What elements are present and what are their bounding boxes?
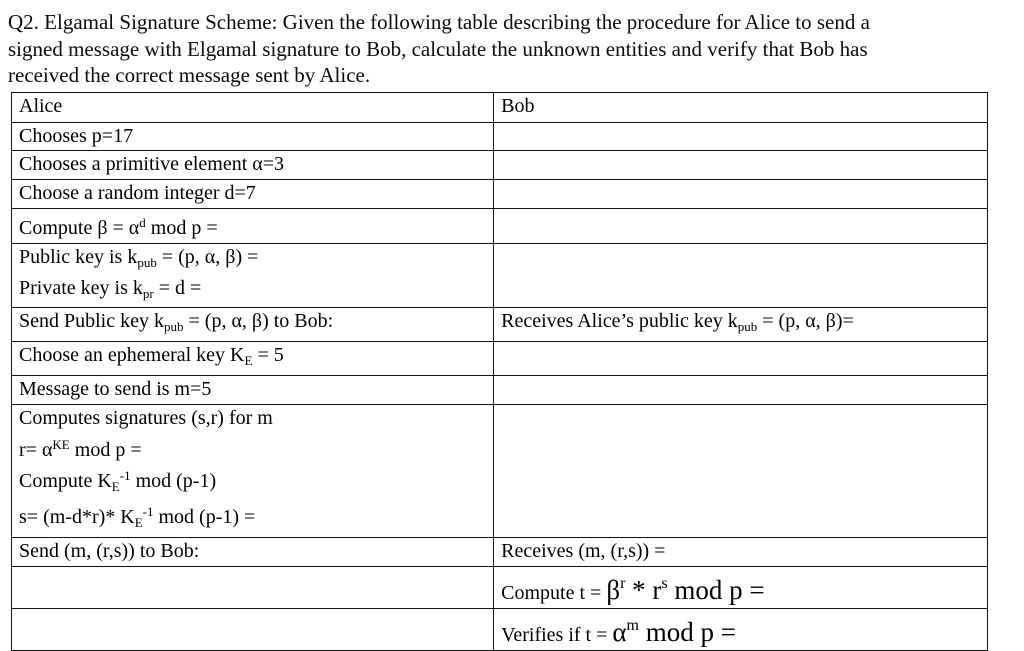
cell-line bbox=[19, 432, 486, 463]
cell-line bbox=[19, 343, 486, 373]
text-segment: Chooses a primitive element α=3 bbox=[19, 153, 284, 175]
cell-line bbox=[19, 181, 486, 206]
table-row bbox=[12, 180, 988, 209]
text-segment: pub bbox=[137, 255, 157, 270]
alice-cell bbox=[12, 122, 494, 151]
text-segment: r= α bbox=[19, 439, 52, 461]
text-segment: Compute β = α bbox=[19, 217, 139, 239]
bob-cell bbox=[494, 405, 988, 538]
text-segment: = (p, α, β)= bbox=[757, 310, 854, 332]
table-body bbox=[12, 122, 988, 651]
column-header-bob: Bob bbox=[494, 92, 988, 122]
table-row bbox=[12, 405, 988, 538]
cell-line bbox=[19, 463, 486, 499]
alice-cell bbox=[12, 567, 494, 609]
alice-cell bbox=[12, 151, 494, 180]
alice-cell bbox=[12, 376, 494, 405]
table-row bbox=[12, 122, 988, 151]
header-row bbox=[12, 92, 988, 122]
alice-cell bbox=[12, 538, 494, 567]
table-row bbox=[12, 244, 988, 308]
text-segment: Choose an ephemeral key K bbox=[19, 344, 244, 366]
text-segment: -1 bbox=[143, 504, 154, 519]
alice-cell bbox=[12, 244, 494, 308]
bob-cell bbox=[494, 567, 988, 609]
text-segment: α bbox=[612, 617, 626, 647]
table-row bbox=[12, 376, 988, 405]
text-segment: mod (p-1) = bbox=[154, 506, 256, 528]
table-row bbox=[12, 342, 988, 376]
text-segment: pub bbox=[738, 319, 758, 334]
text-segment: E bbox=[135, 515, 143, 530]
table-header bbox=[12, 92, 988, 122]
table-row bbox=[12, 609, 988, 651]
text-segment: mod (p-1) bbox=[131, 470, 217, 492]
cell-line bbox=[19, 276, 486, 306]
cell-line bbox=[501, 539, 980, 564]
text-segment: s= (m-d*r)* K bbox=[19, 506, 135, 528]
cell-line bbox=[501, 568, 980, 606]
alice-cell bbox=[12, 308, 494, 342]
text-segment: Message to send is m=5 bbox=[19, 378, 211, 400]
table-row bbox=[12, 538, 988, 567]
alice-cell bbox=[12, 209, 494, 244]
cell-line bbox=[19, 152, 486, 177]
text-segment: pr bbox=[143, 286, 154, 301]
cell-line bbox=[19, 245, 486, 275]
bob-cell bbox=[494, 342, 988, 376]
cell-line bbox=[19, 377, 486, 402]
question-line-3: received the correct message sent by Alice. bbox=[8, 62, 1024, 89]
text-segment: Private key is k bbox=[19, 277, 143, 299]
text-segment: mod p = bbox=[70, 439, 142, 461]
cell-line bbox=[19, 539, 486, 564]
alice-cell bbox=[12, 180, 494, 209]
text-segment: = (p, α, β) to Bob: bbox=[184, 310, 334, 332]
text-segment: β bbox=[606, 575, 620, 605]
text-segment: Verifies if t = bbox=[501, 624, 612, 646]
text-segment: = 5 bbox=[252, 344, 283, 366]
text-segment: mod p = bbox=[668, 575, 765, 605]
cell-line bbox=[19, 124, 486, 149]
question-text bbox=[8, 9, 1024, 89]
text-segment: = d = bbox=[154, 277, 202, 299]
text-segment: -1 bbox=[120, 468, 131, 483]
text-segment: s bbox=[661, 575, 667, 592]
text-segment: mod p = bbox=[639, 617, 736, 647]
cell-line bbox=[19, 309, 486, 339]
text-segment: mod p = bbox=[146, 217, 218, 239]
text-segment: Chooses p=17 bbox=[19, 125, 133, 147]
cell-line bbox=[19, 499, 486, 535]
text-segment: Computes signatures (s,r) for m bbox=[19, 407, 273, 429]
bob-cell bbox=[494, 376, 988, 405]
alice-cell bbox=[12, 342, 494, 376]
text-segment: Receives (m, (r,s)) = bbox=[501, 540, 665, 562]
text-segment: Send (m, (r,s)) to Bob: bbox=[19, 540, 199, 562]
bob-cell bbox=[494, 308, 988, 342]
text-segment: Send Public key k bbox=[19, 310, 164, 332]
cell-line bbox=[19, 406, 486, 431]
text-segment: Receives Alice’s public key k bbox=[501, 310, 738, 332]
text-segment: d bbox=[139, 215, 146, 230]
question-line-1: Q2. Elgamal Signature Scheme: Given the following table describing the procedure for Alice to send a bbox=[8, 9, 1024, 36]
bob-cell bbox=[494, 151, 988, 180]
text-segment: r bbox=[620, 575, 625, 592]
text-segment: m bbox=[627, 617, 639, 634]
question-line-2: signed message with Elgamal signature to Bob, calculate the unknown entities and verify that Bob has bbox=[8, 36, 1024, 63]
table-row bbox=[12, 567, 988, 609]
text-segment: * r bbox=[625, 575, 661, 605]
cell-line bbox=[501, 309, 980, 339]
table-row bbox=[12, 209, 988, 244]
procedure-table bbox=[11, 92, 988, 651]
bob-cell bbox=[494, 538, 988, 567]
table-row bbox=[12, 151, 988, 180]
bob-cell bbox=[494, 609, 988, 651]
text-segment: Choose a random integer d=7 bbox=[19, 182, 256, 204]
table-row bbox=[12, 308, 988, 342]
text-segment: Compute t = bbox=[501, 582, 606, 604]
column-header-alice: Alice bbox=[12, 92, 494, 122]
cell-line bbox=[19, 210, 486, 241]
bob-cell bbox=[494, 180, 988, 209]
bob-cell bbox=[494, 244, 988, 308]
text-segment: E bbox=[112, 479, 120, 494]
text-segment: Public key is k bbox=[19, 246, 137, 268]
text-segment: KE bbox=[52, 437, 69, 452]
bob-cell bbox=[494, 122, 988, 151]
cell-line bbox=[501, 610, 980, 648]
text-segment: Compute K bbox=[19, 470, 112, 492]
text-segment: = (p, α, β) = bbox=[157, 246, 259, 268]
text-segment: E bbox=[244, 353, 252, 368]
alice-cell bbox=[12, 405, 494, 538]
alice-cell bbox=[12, 609, 494, 651]
text-segment: pub bbox=[164, 319, 184, 334]
bob-cell bbox=[494, 209, 988, 244]
